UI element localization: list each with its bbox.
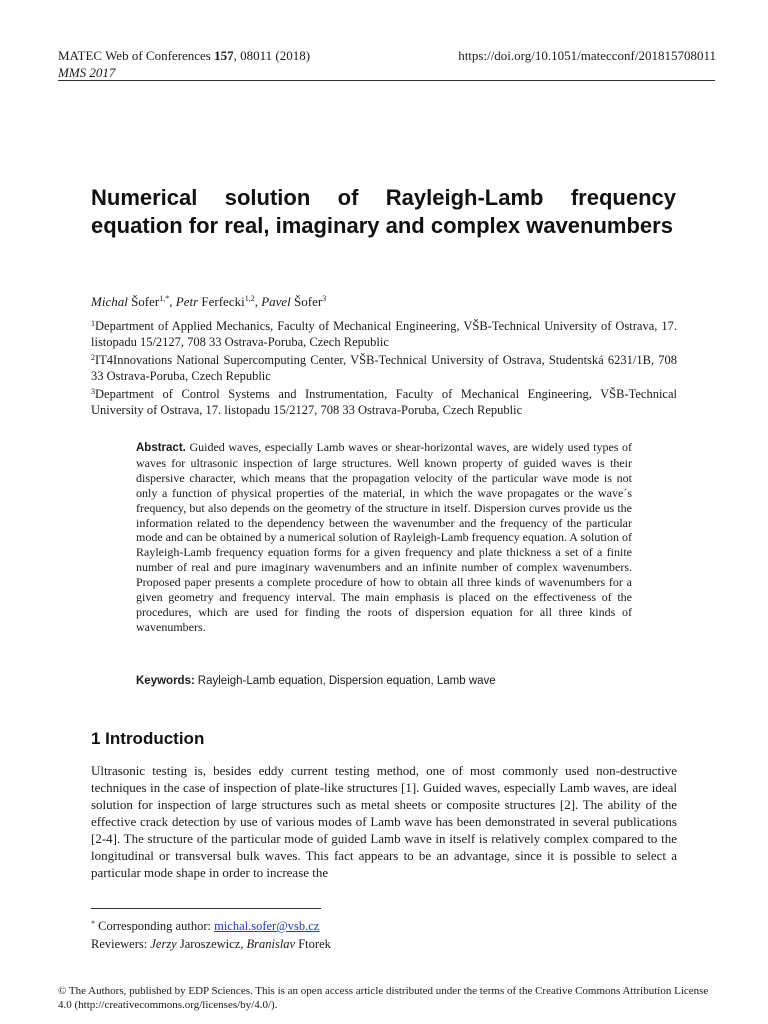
reviewer-last-name: Jaroszewicz, xyxy=(176,937,247,951)
keywords xyxy=(136,673,496,689)
abstract-text: Guided waves, especially Lamb waves or shear-horizontal waves, are widely used types of waves for ultrasonic inspection of large structures. Well known property of guided waves is their dispersive character, which means that the propagation velocity of the particular wave mode is not only a function of physical properties of the material, in which the wave propagates or the wave´s frequency, but also depends on the geometry of the structure in itself. Dispersion curves provide us the information related to the dependency between the wavenumber and the frequency of the particular mode and can be obtained by a numerical solution of Rayleigh-Lamb frequency equation. A solution of Rayleigh-Lamb frequency equation forms for a given frequency and plate thickness a set of a finite number of real and pure imaginary wavenumbers and an infinite number of complex wavenumbers. Proposed paper presents a complete procedure of how to obtain all three kinds of wavenumbers for a given geometry and frequency interval. The main emphasis is placed on the effectiveness of the procedures, which are used for finding the roots of dispersion equation for all three kinds of wavenumbers. xyxy=(136,440,633,634)
keywords-text: Rayleigh-Lamb equation, Dispersion equation, Lamb wave xyxy=(197,675,496,687)
reviewer-first-name: Branislav xyxy=(246,937,296,951)
affiliation-mark: 3 xyxy=(91,387,95,396)
author xyxy=(176,294,261,309)
affiliation-mark: 1 xyxy=(91,319,95,328)
journal-line xyxy=(58,47,310,64)
author-last-name: Šofer xyxy=(294,294,323,309)
footnote-mark: * xyxy=(91,919,95,928)
author-separator: , xyxy=(169,294,176,309)
running-header xyxy=(58,47,310,81)
reviewers-label: Reviewers: xyxy=(91,937,151,951)
header-divider xyxy=(58,80,715,81)
author-last-name: Ferfecki xyxy=(201,294,245,309)
conference-name: MMS 2017 xyxy=(58,65,116,80)
affiliation xyxy=(91,350,677,384)
author-first-name: Michal xyxy=(91,294,128,309)
section-body: Ultrasonic testing is, besides eddy current testing method, one of most commonly used non-destructive techniques in the case of inspection of plate-like structures [1]. Guided waves, especially Lamb waves, are ideal solution for inspection of large structures such as metal sheets or composite structures [2]. The ability of the effective crack detection by use of various modes of Lamb wave has been demonstrated in several publications [2-4]. The structure of the particular mode of guided Lamb wave in itself is relatively complex compared to the longitudinal or transversal bulk waves. This fact appears to be an advantage, since it is possible to select a particular mode shape in order to increase the xyxy=(91,763,677,880)
article-info: , 08011 (2018) xyxy=(233,48,311,63)
footnote-label: Corresponding author: xyxy=(95,919,215,933)
affiliation-text: Department of Applied Mechanics, Faculty of Mechanical Engineering, VŠB-Technical University of Ostrava, 17. listopadu 15/2127, 708 33 Ostrava-Poruba, Czech Republic xyxy=(91,319,677,349)
affiliations xyxy=(91,316,677,418)
affiliation xyxy=(91,384,677,418)
journal-name: MATEC Web of Conferences xyxy=(58,48,215,63)
footnote-divider xyxy=(91,908,321,909)
license-notice: © The Authors, published by EDP Sciences. This is an open access article distributed under the terms of the Creative Commons Attribution License 4.0 (http://creativecommons.org/licenses/by/4.0/). xyxy=(58,985,709,1011)
reviewers-note xyxy=(91,936,331,952)
abstract-label: Abstract. xyxy=(136,442,186,454)
author-affiliation-mark: 3 xyxy=(322,294,327,303)
reviewer-last-name: Ftorek xyxy=(295,937,331,951)
section-heading: 1 Introduction xyxy=(91,729,205,748)
affiliation-text: Department of Control Systems and Instrumentation, Faculty of Mechanical Engineering, VŠB-Technical University of Ostrava, 17. listopadu 15/2127, 708 33 Ostrava-Poruba, Czech Republic xyxy=(91,387,677,417)
volume-number: 157 xyxy=(214,48,234,63)
abstract xyxy=(136,440,632,635)
author-affiliation-mark: 1,2 xyxy=(244,294,255,303)
author xyxy=(91,294,176,309)
email-link[interactable]: michal.sofer@vsb.cz xyxy=(214,919,320,933)
keywords-label: Keywords: xyxy=(136,675,195,687)
affiliation xyxy=(91,316,677,350)
paper-title: Numerical solution of Rayleigh-Lamb frequency equation for real, imaginary and complex wavenumbers xyxy=(91,185,676,238)
author-separator: , xyxy=(254,294,262,309)
author-last-name: Šofer xyxy=(131,294,160,309)
author xyxy=(261,294,326,309)
doi-link[interactable]: https://doi.org/10.1051/matecconf/201815708011 xyxy=(458,48,716,63)
author-first-name: Petr xyxy=(175,294,199,309)
author-affiliation-mark: 1,* xyxy=(159,294,170,303)
author-first-name: Pavel xyxy=(261,294,291,309)
affiliation-mark: 2 xyxy=(91,353,95,362)
reviewer-first-name: Jerzy xyxy=(150,937,177,951)
author-list xyxy=(91,290,326,311)
affiliation-text: IT4Innovations National Supercomputing Center, VŠB-Technical University of Ostrava, Studentská 6231/1B, 708 33 Ostrava-Poruba, Czech Republic xyxy=(91,353,677,383)
corresponding-author-note xyxy=(91,916,319,934)
